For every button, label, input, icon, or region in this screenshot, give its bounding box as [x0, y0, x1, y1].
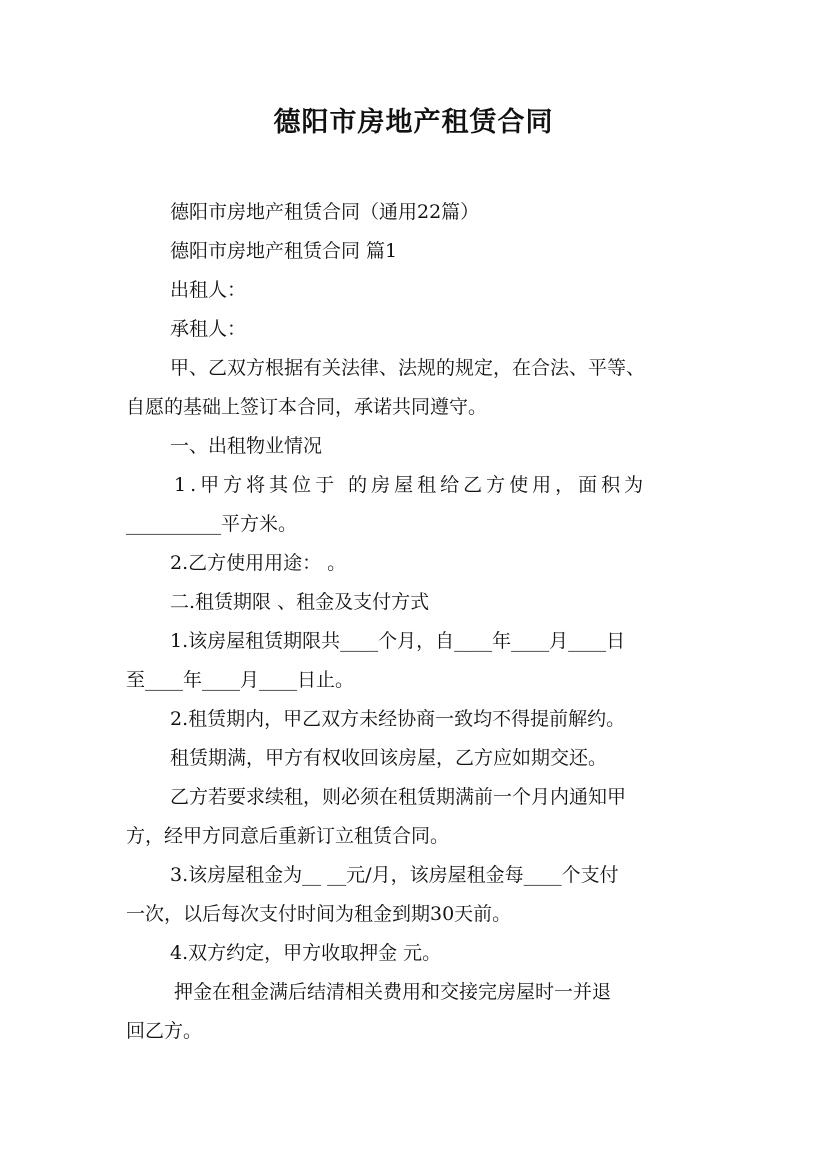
paragraph-line: 租赁期满，甲方有权收回该房屋，乙方应如期交还。: [170, 747, 608, 769]
paragraph-line: 1.甲方将其位于 的房屋租给乙方使用，面积为: [174, 474, 648, 496]
paragraph-line: 2.乙方使用用途： 。: [170, 552, 347, 574]
paragraph-line: 自愿的基础上签订本合同，承诺共同遵守。: [126, 396, 488, 418]
paragraph-line: __________平方米。: [126, 513, 298, 535]
paragraph-line: 押金在租金满后结清相关费用和交接完房屋时一并退: [174, 981, 612, 1003]
paragraph-line: 甲、乙双方根据有关法律、法规的规定，在合法、平等、: [170, 357, 646, 379]
paragraph-line: 2.租赁期内，甲乙双方未经协商一致均不得提前解约。: [170, 708, 626, 730]
lessee-line: 承租人：: [170, 318, 247, 340]
clause-heading: 二.租赁期限 、租金及支付方式: [170, 591, 430, 613]
section-heading: 德阳市房地产租赁合同 篇1: [170, 240, 398, 262]
paragraph-line: 4.双方约定，甲方收取押金 元。: [170, 942, 442, 964]
paragraph-line: 方，经甲方同意后重新订立租赁合同。: [126, 825, 450, 847]
paragraph-line: 乙方若要求续租，则必须在租赁期满前一个月内通知甲: [170, 786, 627, 808]
clause-heading: 一、出租物业情况: [170, 435, 323, 457]
paragraph-line: 至____年____月____日止。: [126, 669, 355, 691]
paragraph-line: 一次，以后每次支付时间为租金到期30天前。: [126, 903, 512, 925]
paragraph-line: 1.该房屋租赁期限共____个月，自____年____月____日: [170, 630, 626, 652]
subtitle-line: 德阳市房地产租赁合同（通用22篇）: [170, 201, 480, 223]
paragraph-line: 3.该房屋租金为__ __元/月，该房屋租金每____个支付: [170, 864, 619, 886]
paragraph-line: 回乙方。: [126, 1020, 203, 1042]
document-title: 德阳市房地产租赁合同: [273, 107, 554, 138]
lessor-line: 出租人：: [170, 279, 247, 301]
